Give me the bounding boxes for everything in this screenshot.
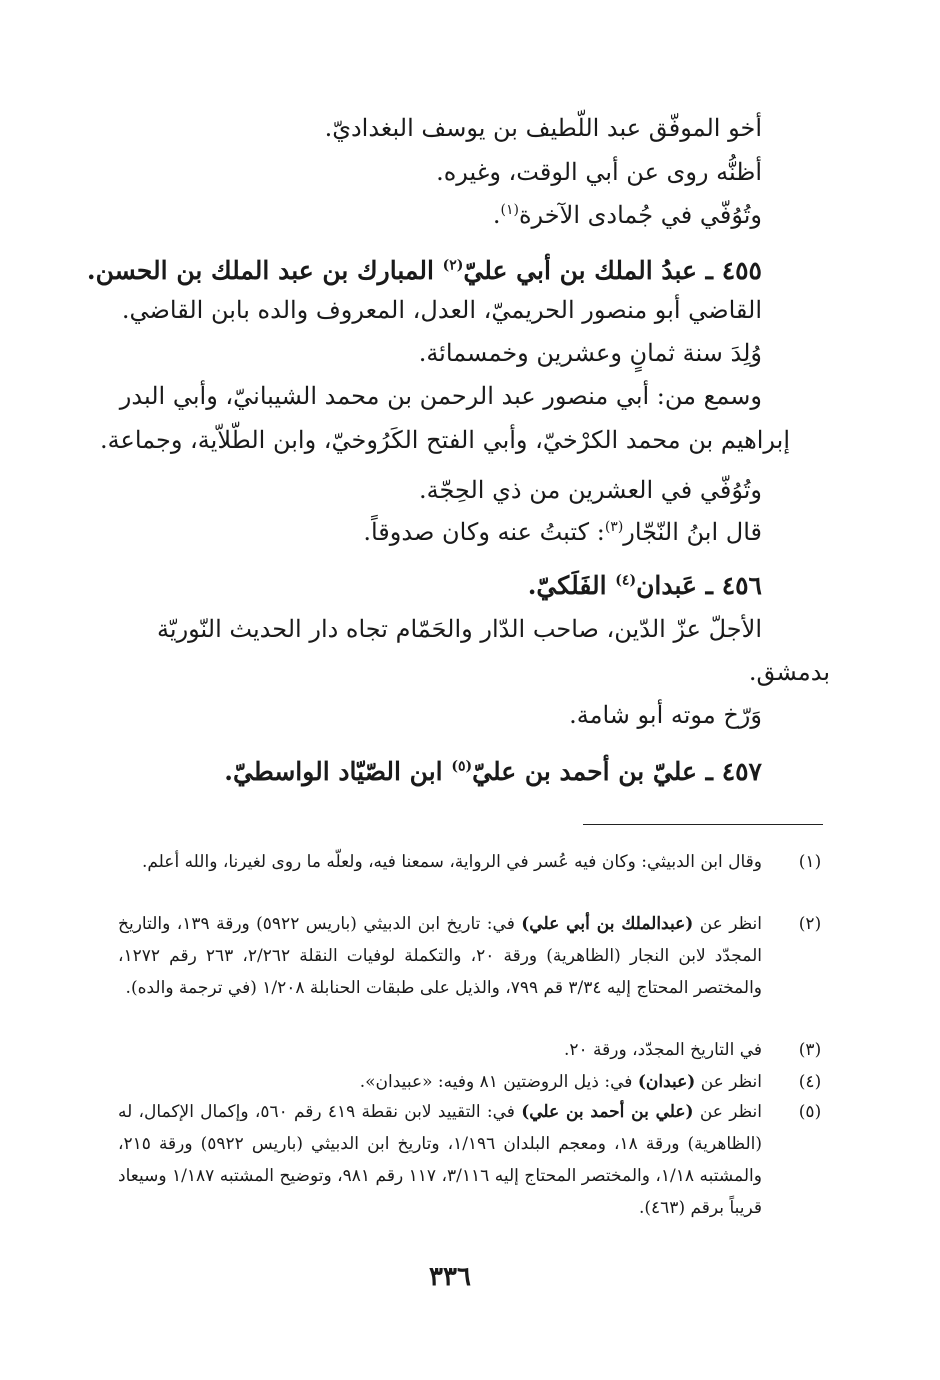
- entry-number: ٤٥٦ ـ: [705, 571, 762, 600]
- footnote-text: في التاريخ المجدّد، ورقة ٢٠.: [563, 1040, 762, 1060]
- footnote-number: (١): [798, 852, 822, 872]
- footnote-ref: (٤): [615, 572, 637, 589]
- text-line: وتُوُفّي في جُمادى الآخرة$^{(١)}$.: [492, 201, 762, 229]
- footnote-text: انظر عن (عبدالملك بن أبي علي) في: تاريخ ابن الدبيثي (باريس ٥٩٢٢) ورقة ١٣٩، والتاريخ المجدّد لابن النجار (الظاهرية) ورقة ٢٠، والتكملة لوفيات النقلة ٢/٢٦٢، ٢٦٣ رقم ١٢٧٢، والمختصر المحتاج إليه ٣/٣٤ قم ٧٩٩، والذيل على طبقات الحنابلة ١/٢٠٨ (في ترجمة والده).: [118, 914, 763, 998]
- footnote: [118, 1034, 830, 1066]
- footnote-ref: (٣): [604, 519, 624, 535]
- text-fragment: وتُوُفّي في جُمادى الآخرة: [518, 201, 762, 229]
- entry-name-rest: المبارك بن عبد الملك بن الحسن.: [86, 256, 434, 285]
- page-number: ٣٣٦: [429, 1262, 471, 1292]
- footnote-ref: (٢): [442, 257, 464, 274]
- text-fragment: : كتبتُ عنه وكان صدوقاً.: [363, 518, 605, 546]
- text-fragment: قال ابنُ النّجّار: [623, 518, 762, 546]
- entry-455-heading: [87, 258, 762, 283]
- text-line: [363, 520, 762, 544]
- entry-456-heading: [528, 573, 762, 598]
- footnote-number: (٤): [798, 1072, 822, 1092]
- entry-457-heading: [224, 759, 762, 784]
- entry-name: عبدُ الملك بن أبي عليّ: [463, 256, 697, 285]
- entry-name: عليّ بن أحمد بن عليّ: [472, 757, 697, 786]
- text-line: وَرّخ موته أبو شامة.: [569, 701, 762, 729]
- text-line: وسمع من: أبي منصور عبد الرحمن بن محمد الشيبانيّ، وأبي البدر: [119, 382, 762, 410]
- footnote-text: وقال ابن الدبيثي: وكان فيه عُسر في الرواية، سمعنا فيه، ولعلّه ما روى لغيرنا، والله أعلم.: [141, 852, 762, 872]
- footnote-number: (٢): [798, 914, 822, 934]
- text-line: أظنُّه روى عن أبي الوقت، وغيره.: [436, 158, 762, 186]
- text-line: وُلِدَ سنة ثمانٍ وعشرين وخمسمائة.: [418, 339, 762, 367]
- footnote-text: انظر عن (عبدان) في: ذيل الروضتين ٨١ وفيه: «عبيدان».: [359, 1072, 762, 1092]
- text-line: القاضي أبو منصور الحريميّ، العدل، المعروف والده بابن القاضي.: [121, 296, 762, 324]
- footnote: [118, 908, 830, 1004]
- footnote-ref: (٥): [451, 758, 473, 775]
- footnote: [118, 846, 830, 878]
- text-line: وتُوُفّي في العشرين من ذي الحِجّة.: [419, 476, 762, 504]
- entry-name-rest: الفَلَكيّ.: [527, 571, 607, 600]
- footnote: [118, 1066, 830, 1098]
- text-line: بدمشق.: [748, 658, 830, 686]
- footnote-number: (٣): [798, 1040, 822, 1060]
- footnote: [118, 1096, 830, 1224]
- text-line: الأجلّ عزّ الدّين، صاحب الدّار والحَمّام تجاه دار الحديث النّوريّة: [157, 615, 762, 643]
- footnote-text: انظر عن (علي بن أحمد بن علي) في: التقييد لابن نقطة ٤١٩ رقم ٥٦٠، وإكمال الإكمال، له (الظاهرية) ورقة ١٨، ومعجم البلدان ١/١٩٦، وتاريخ ابن الدبيثي (باريس ٥٩٢٢) ورقة ٢١٥، والمشتبه ١/١٨، والمختصر المحتاج إليه ٣/١١٦، ١١٧ رقم ٩٨١، وتوضيح المشتبه ١/١٨٧ وسيعاد قريباً برقم (٤٦٣).: [118, 1102, 763, 1218]
- text-line: أخو الموفّق عبد اللّطيف بن يوسف البغداديّ.: [324, 114, 762, 142]
- entry-number: ٤٥٧ ـ: [705, 757, 762, 786]
- footnote-ref: (١): [500, 202, 519, 218]
- footnote-number: (٥): [798, 1102, 822, 1122]
- entry-name: عَبدان: [636, 571, 697, 600]
- text-line: إبراهيم بن محمد الكرْخيّ، وأبي الفتح الكَرُوخيّ، وابن الطّلاّية، وجماعة.: [100, 426, 790, 454]
- footnote-separator: [583, 824, 823, 825]
- entry-name-rest: ابن الصّيّاد الواسطيّ.: [224, 757, 443, 786]
- entry-number: ٤٥٥ ـ: [705, 256, 762, 285]
